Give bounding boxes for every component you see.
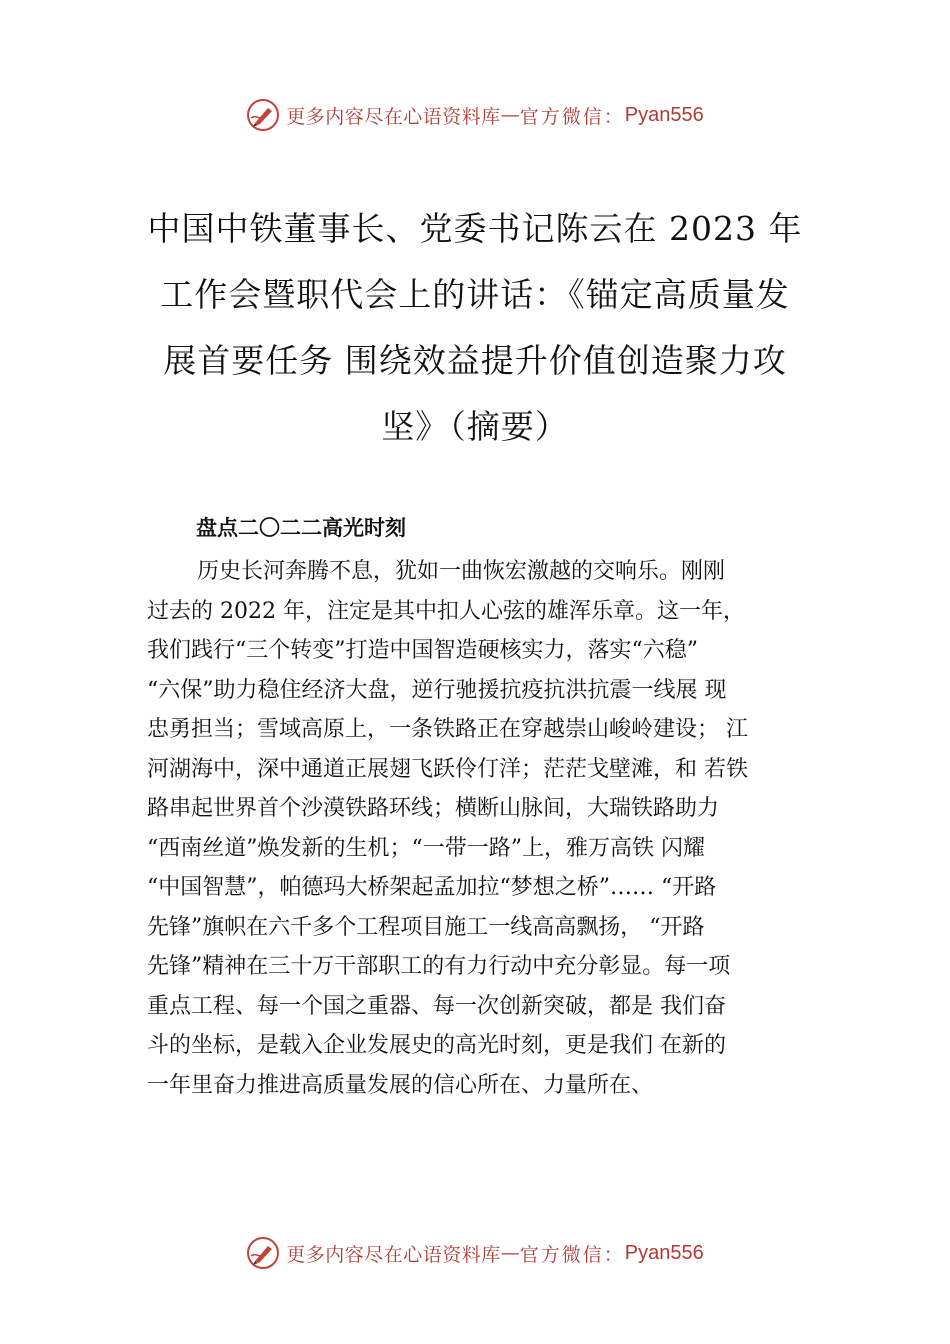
body-line: 先锋”旗帜在六千多个工程项目施工一线高高飘扬， “开路 [147, 914, 705, 940]
body-line: 先锋”精神在三十万干部职工的有力行动中充分彰显。每一项 [147, 954, 731, 979]
banner-separator: — [500, 104, 520, 126]
banner-weixin-id: Pyan556 [624, 103, 704, 126]
banner-weixin-label: 官方微信： [519, 1243, 625, 1266]
pen-logo-icon [246, 1236, 280, 1270]
banner-weixin-id: Pyan556 [624, 1241, 704, 1264]
body-line: “中国智慧”，帕德玛大桥架起孟加拉“梦想之桥”…… “开路 [147, 875, 717, 900]
body-line: 斗的坐标，是载入企业发展史的高光时刻，更是我们 在新的 [147, 1033, 726, 1058]
footer-banner [0, 1233, 950, 1273]
section-heading: 盘点二〇二二高光时刻 [196, 516, 406, 540]
body-line: 重点工程、每一个国之重器、每一次创新突破，都是 我们奋 [147, 993, 726, 1019]
banner-separator: — [500, 1242, 520, 1264]
body-line: 忠勇担当；雪域高原上，一条铁路正在穿越崇山峻岭建设； 江 [147, 717, 748, 742]
header-banner [0, 95, 950, 135]
body-line: 历史长河奔腾不息，犹如一曲恢宏激越的交响乐。刚刚 [197, 559, 726, 584]
banner-text: 更多内容尽在心语资料库 [286, 105, 501, 128]
body-line: 一年里奋力推进高质量发展的信心所在、力量所在、 [147, 1072, 654, 1098]
banner-weixin-label: 官方微信： [519, 105, 625, 128]
body-line: 我们践行“三个转变”打造中国智造硬核实力，落实“六稳” [147, 638, 698, 663]
body-paragraph [147, 552, 833, 1105]
pen-logo-icon [246, 98, 280, 132]
body-line: 河湖海中，深中通道正展翅飞跃伶仃洋；茫茫戈壁滩，和 若铁 [147, 756, 748, 782]
body-line: 过去的 2022 年，注定是其中扣人心弦的雄浑乐章。这一年， [147, 598, 745, 624]
banner-text: 更多内容尽在心语资料库 [286, 1243, 501, 1266]
body-line: “西南丝道”焕发新的生机；“一带一路”上，雅万高铁 闪耀 [147, 835, 705, 861]
body-line: “六保”助力稳住经济大盘，逆行驰援抗疫抗洪抗震一线展 现 [147, 677, 727, 703]
body-line: 路串起世界首个沙漠铁路环线；横断山脉间，大瑞铁路助力 [147, 796, 720, 821]
document-title: 中国中铁董事长、党委书记陈云在 2023 年工作会暨职代会上的讲话：《锚定高质量发展首要任务 围绕效益提升价值创造聚力攻坚》（摘要） [147, 209, 803, 446]
